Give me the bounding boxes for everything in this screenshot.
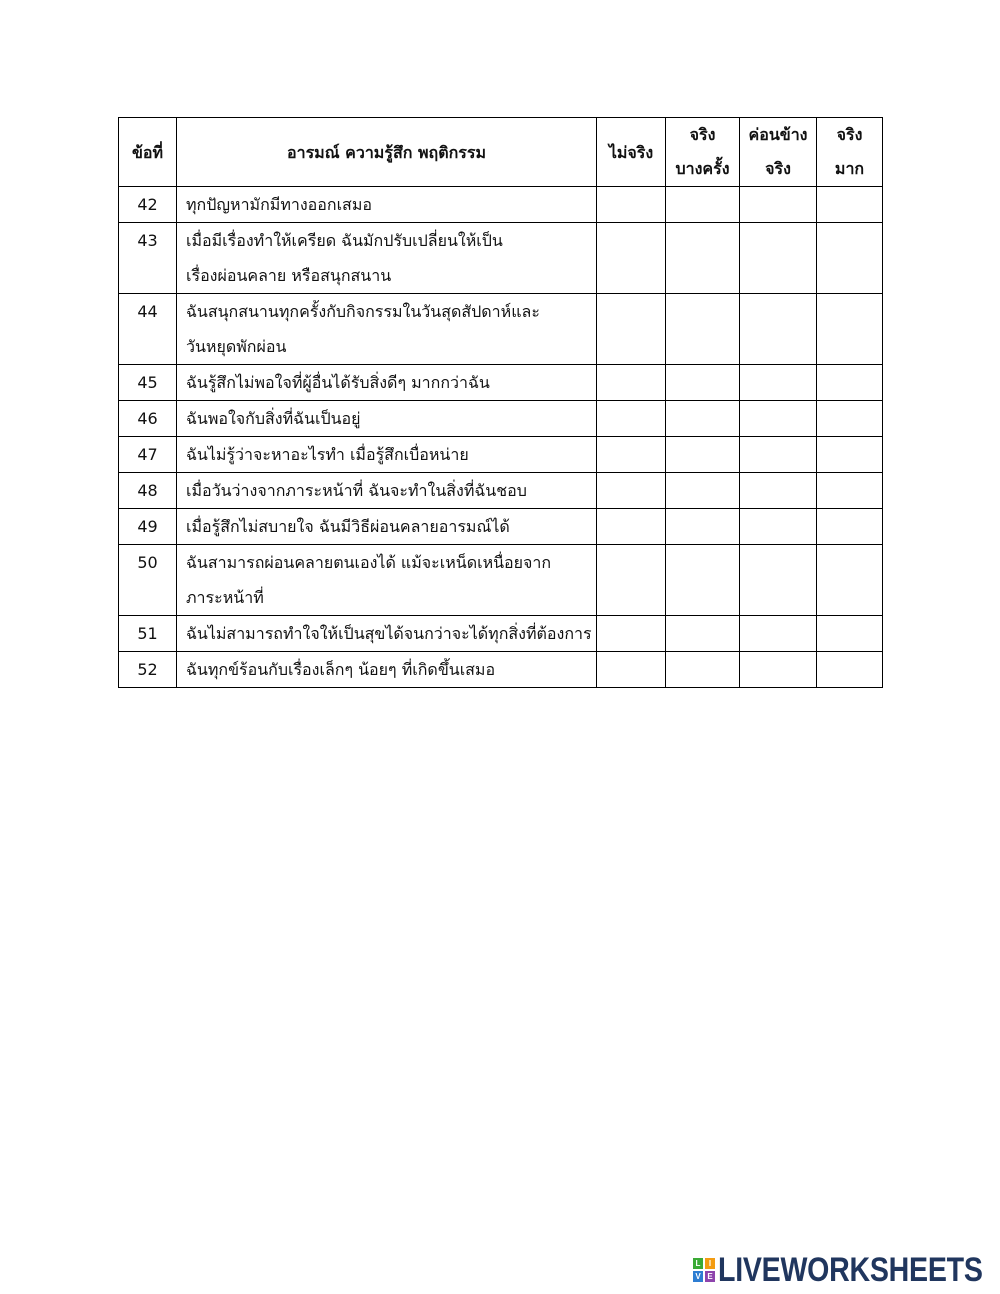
item-statement bbox=[177, 294, 597, 365]
statement-line: ฉันสนุกสนานทุกครั้งกับกิจกรรมในวันสุดสัปดาห์และ bbox=[186, 302, 540, 321]
item-statement bbox=[177, 401, 597, 437]
answer-cell-not-true[interactable] bbox=[597, 187, 666, 223]
item-number: 44 bbox=[119, 294, 177, 365]
answer-cell-very-true[interactable] bbox=[817, 509, 883, 545]
statement-line: ฉันรู้สึกไม่พอใจที่ผู้อื่นได้รับสิ่งดีๆ มากกว่าฉัน bbox=[186, 373, 490, 392]
item-statement bbox=[177, 223, 597, 294]
logo-icon-letter: E bbox=[705, 1271, 715, 1282]
answer-cell-very-true[interactable] bbox=[817, 223, 883, 294]
answer-cell-very-true[interactable] bbox=[817, 616, 883, 652]
header-line: จริง bbox=[689, 125, 716, 144]
statement-line: ฉันไม่รู้ว่าจะหาอะไรทำ เมื่อรู้สึกเบื่อหน่าย bbox=[186, 445, 469, 464]
header-sometimes-true bbox=[666, 118, 740, 187]
answer-cell-not-true[interactable] bbox=[597, 294, 666, 365]
answer-cell-sometimes-true[interactable] bbox=[666, 545, 740, 616]
answer-cell-fairly-true[interactable] bbox=[740, 616, 817, 652]
statement-line: ทุกปัญหามักมีทางออกเสมอ bbox=[186, 195, 372, 214]
statement-line: เมื่อรู้สึกไม่สบายใจ ฉันมีวิธีผ่อนคลายอารมณ์ได้ bbox=[186, 517, 510, 536]
answer-cell-very-true[interactable] bbox=[817, 473, 883, 509]
answer-cell-very-true[interactable] bbox=[817, 652, 883, 688]
table-row bbox=[119, 401, 883, 437]
table-row bbox=[119, 437, 883, 473]
answer-cell-sometimes-true[interactable] bbox=[666, 223, 740, 294]
answer-cell-not-true[interactable] bbox=[597, 437, 666, 473]
answer-cell-very-true[interactable] bbox=[817, 437, 883, 473]
table-header-row bbox=[119, 118, 883, 187]
item-number: 42 bbox=[119, 187, 177, 223]
answer-cell-very-true[interactable] bbox=[817, 294, 883, 365]
table-row bbox=[119, 616, 883, 652]
logo-icon-letter: L bbox=[693, 1258, 703, 1269]
logo-icon-letter: I bbox=[705, 1258, 715, 1269]
answer-cell-fairly-true[interactable] bbox=[740, 509, 817, 545]
table-row bbox=[119, 545, 883, 616]
answer-cell-not-true[interactable] bbox=[597, 223, 666, 294]
item-number: 45 bbox=[119, 365, 177, 401]
item-statement bbox=[177, 652, 597, 688]
item-statement bbox=[177, 437, 597, 473]
header-line: ค่อนข้าง bbox=[748, 125, 808, 144]
table-row bbox=[119, 294, 883, 365]
answer-cell-fairly-true[interactable] bbox=[740, 473, 817, 509]
answer-cell-sometimes-true[interactable] bbox=[666, 509, 740, 545]
answer-cell-sometimes-true[interactable] bbox=[666, 616, 740, 652]
table-row bbox=[119, 365, 883, 401]
header-line: บางครั้ง bbox=[675, 159, 730, 178]
answer-cell-not-true[interactable] bbox=[597, 365, 666, 401]
statement-line: วันหยุดพักผ่อน bbox=[186, 337, 287, 356]
item-number: 50 bbox=[119, 545, 177, 616]
answer-cell-sometimes-true[interactable] bbox=[666, 652, 740, 688]
answer-cell-not-true[interactable] bbox=[597, 652, 666, 688]
liveworksheets-logo-icon bbox=[693, 1258, 715, 1282]
logo-icon-letter: V bbox=[693, 1271, 703, 1282]
item-number: 47 bbox=[119, 437, 177, 473]
item-number: 43 bbox=[119, 223, 177, 294]
answer-cell-not-true[interactable] bbox=[597, 401, 666, 437]
table-row bbox=[119, 223, 883, 294]
answer-cell-not-true[interactable] bbox=[597, 545, 666, 616]
header-statement: อารมณ์ ความรู้สึก พฤติกรรม bbox=[177, 118, 597, 187]
answer-cell-fairly-true[interactable] bbox=[740, 545, 817, 616]
item-statement bbox=[177, 545, 597, 616]
answer-cell-sometimes-true[interactable] bbox=[666, 437, 740, 473]
answer-cell-very-true[interactable] bbox=[817, 545, 883, 616]
answer-cell-sometimes-true[interactable] bbox=[666, 365, 740, 401]
answer-cell-sometimes-true[interactable] bbox=[666, 401, 740, 437]
answer-cell-not-true[interactable] bbox=[597, 473, 666, 509]
answer-cell-fairly-true[interactable] bbox=[740, 187, 817, 223]
answer-cell-fairly-true[interactable] bbox=[740, 365, 817, 401]
header-line: จริง bbox=[836, 125, 863, 144]
answer-cell-very-true[interactable] bbox=[817, 187, 883, 223]
header-very-true bbox=[817, 118, 883, 187]
table-row bbox=[119, 509, 883, 545]
answer-cell-fairly-true[interactable] bbox=[740, 294, 817, 365]
header-line: จริง bbox=[765, 159, 791, 178]
item-number: 48 bbox=[119, 473, 177, 509]
answer-cell-sometimes-true[interactable] bbox=[666, 187, 740, 223]
item-statement bbox=[177, 473, 597, 509]
header-number: ข้อที่ bbox=[119, 118, 177, 187]
header-fairly-true bbox=[740, 118, 817, 187]
item-number: 46 bbox=[119, 401, 177, 437]
item-number: 49 bbox=[119, 509, 177, 545]
answer-cell-fairly-true[interactable] bbox=[740, 401, 817, 437]
item-statement bbox=[177, 616, 597, 652]
item-statement bbox=[177, 187, 597, 223]
answer-cell-very-true[interactable] bbox=[817, 365, 883, 401]
answer-cell-not-true[interactable] bbox=[597, 616, 666, 652]
statement-line: เรื่องผ่อนคลาย หรือสนุกสนาน bbox=[186, 266, 392, 285]
item-statement bbox=[177, 365, 597, 401]
header-line: มาก bbox=[834, 159, 865, 178]
item-number: 51 bbox=[119, 616, 177, 652]
answer-cell-fairly-true[interactable] bbox=[740, 223, 817, 294]
table-row bbox=[119, 652, 883, 688]
answer-cell-not-true[interactable] bbox=[597, 509, 666, 545]
table-row bbox=[119, 187, 883, 223]
statement-line: ภาระหน้าที่ bbox=[186, 588, 264, 607]
statement-line: ฉันพอใจกับสิ่งที่ฉันเป็นอยู่ bbox=[186, 409, 361, 428]
answer-cell-sometimes-true[interactable] bbox=[666, 294, 740, 365]
table-row bbox=[119, 473, 883, 509]
statement-line: เมื่อวันว่างจากภาระหน้าที่ ฉันจะทำในสิ่งที่ฉันชอบ bbox=[186, 481, 527, 500]
item-number: 52 bbox=[119, 652, 177, 688]
header-not-true: ไม่จริง bbox=[597, 118, 666, 187]
statement-line: ฉันทุกข์ร้อนกับเรื่องเล็กๆ น้อยๆ ที่เกิดขึ้นเสมอ bbox=[186, 660, 496, 679]
statement-line: ฉันสามารถผ่อนคลายตนเองได้ แม้จะเหน็ดเหนื่อยจาก bbox=[186, 553, 552, 572]
answer-cell-sometimes-true[interactable] bbox=[666, 473, 740, 509]
statement-line: ฉันไม่สามารถทำใจให้เป็นสุขได้จนกว่าจะได้ทุกสิ่งที่ต้องการ bbox=[186, 624, 592, 643]
answer-cell-very-true[interactable] bbox=[817, 401, 883, 437]
answer-cell-fairly-true[interactable] bbox=[740, 652, 817, 688]
item-statement bbox=[177, 509, 597, 545]
questionnaire-table bbox=[118, 117, 883, 688]
answer-cell-fairly-true[interactable] bbox=[740, 437, 817, 473]
liveworksheets-logo-text: LIVEWORKSHEETS bbox=[718, 1251, 983, 1289]
liveworksheets-logo bbox=[693, 1251, 989, 1289]
statement-line: เมื่อมีเรื่องทำให้เครียด ฉันมักปรับเปลี่ยนให้เป็น bbox=[186, 231, 503, 250]
